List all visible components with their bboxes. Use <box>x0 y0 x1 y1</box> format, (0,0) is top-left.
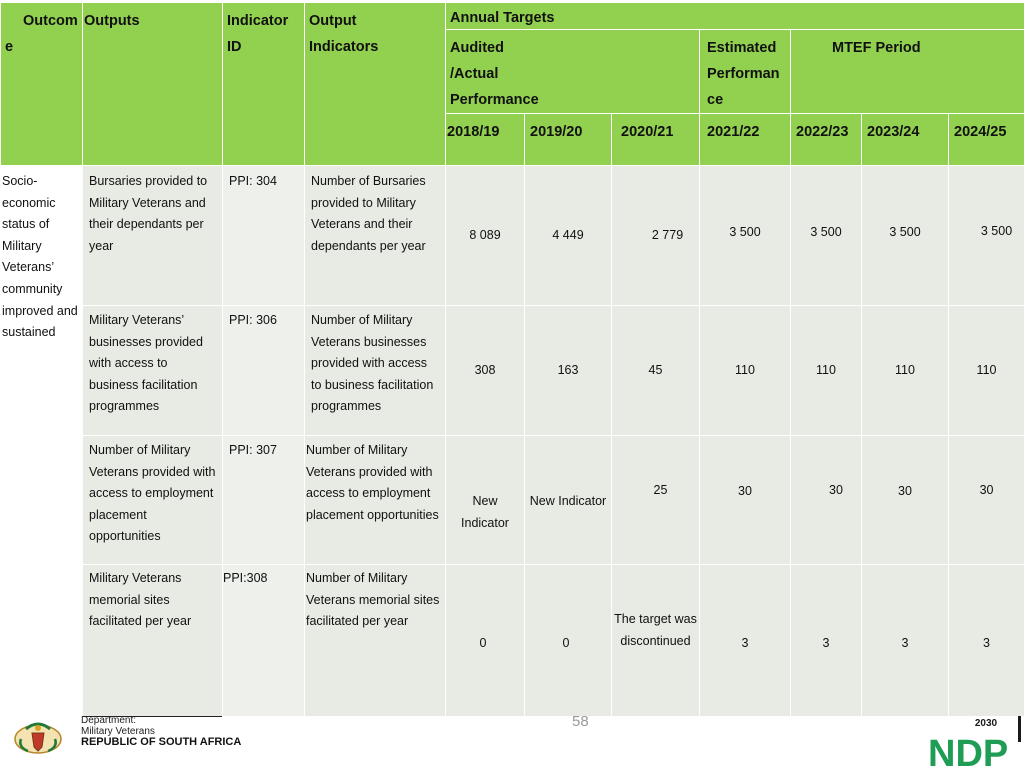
table-row <box>1 565 1024 723</box>
value-2024-25: 3 <box>949 565 1024 723</box>
year-2024-25: 2024/25 <box>949 114 1024 166</box>
ppi-cell: PPI: 304 <box>223 166 305 306</box>
output-cell: Number of Military Veterans provided with access to employment placement opportunities <box>83 436 223 565</box>
value-2020-21: 2 779 <box>612 166 700 306</box>
ndp-text: NDP <box>928 733 1009 768</box>
dept-line-1: Department: <box>81 715 137 726</box>
value-2020-21: 45 <box>612 306 700 436</box>
coat-of-arms-icon <box>12 719 64 755</box>
value-2022-23: 3 <box>791 565 862 723</box>
header-annual-targets: Annual Targets <box>446 3 1024 30</box>
value-2020-21: The target was discontinued <box>612 565 700 723</box>
value-2024-25: 3 500 <box>949 166 1024 306</box>
year-2020-21: 2020/21 <box>612 114 700 166</box>
value-2019-20: New Indicator <box>525 436 612 565</box>
value-2018-19: 308 <box>446 306 525 436</box>
annual-targets-table <box>0 2 1024 723</box>
header-mtef: MTEF Period <box>791 30 1024 114</box>
ppi-cell: PPI: 307 <box>223 436 305 565</box>
output-cell: Military Veterans’ businesses provided with access to business facilitation programmes <box>83 306 223 436</box>
ppi-cell: PPI:308 <box>223 565 305 723</box>
outcome-cell: Socio-economic status of Military Veterans’ community improved and sustained <box>1 166 83 723</box>
indicator-cell: Number of Bursaries provided to Military Veterans and their dependants per year <box>305 166 446 306</box>
header-row-1 <box>1 3 1024 30</box>
value-2023-24: 3 500 <box>862 166 949 306</box>
ndp-year: 2030 <box>974 718 998 729</box>
table-row <box>1 436 1024 565</box>
ndp-logo-icon <box>924 716 1024 768</box>
value-2024-25: 110 <box>949 306 1024 436</box>
value-2021-22: 3 500 <box>700 166 791 306</box>
value-2024-25: 30 <box>949 436 1024 565</box>
indicator-cell: Number of Military Veterans businesses provided with access to business facilitation programmes <box>305 306 446 436</box>
year-2022-23: 2022/23 <box>791 114 862 166</box>
year-2019-20: 2019/20 <box>525 114 612 166</box>
header-outcome: Outcom e <box>1 3 83 166</box>
dept-line-3: REPUBLIC OF SOUTH AFRICA <box>81 736 242 748</box>
page-number: 58 <box>572 713 589 730</box>
value-2022-23: 110 <box>791 306 862 436</box>
value-2022-23: 30 <box>791 436 862 565</box>
indicator-cell: Number of Military Veterans memorial sites facilitated per year <box>305 565 446 723</box>
header-outputs: Outputs <box>83 3 223 166</box>
year-2023-24: 2023/24 <box>862 114 949 166</box>
year-2021-22: 2021/22 <box>700 114 791 166</box>
header-output-indicators: Output Indicators <box>305 3 446 166</box>
header-indicator-id: Indicator ID <box>223 3 305 166</box>
output-cell: Military Veterans memorial sites facilitated per year <box>83 565 223 723</box>
value-2023-24: 110 <box>862 306 949 436</box>
value-2022-23: 3 500 <box>791 166 862 306</box>
header-audited-actual: Audited /Actual Performance <box>446 30 700 114</box>
value-2019-20: 163 <box>525 306 612 436</box>
dept-line-2: Military Veterans <box>81 726 155 737</box>
value-2021-22: 30 <box>700 436 791 565</box>
ppi-cell: PPI: 306 <box>223 306 305 436</box>
table-row <box>1 166 1024 306</box>
year-2018-19: 2018/19 <box>446 114 525 166</box>
value-2018-19: 8 089 <box>446 166 525 306</box>
value-2019-20: 0 <box>525 565 612 723</box>
value-2020-21: 25 <box>612 436 700 565</box>
table-row <box>1 306 1024 436</box>
value-2018-19: 0 <box>446 565 525 723</box>
value-2023-24: 3 <box>862 565 949 723</box>
value-2021-22: 110 <box>700 306 791 436</box>
value-2023-24: 30 <box>862 436 949 565</box>
output-cell: Bursaries provided to Military Veterans and their dependants per year <box>83 166 223 306</box>
value-2021-22: 3 <box>700 565 791 723</box>
indicator-cell: Number of Military Veterans provided with access to employment placement opportunities <box>305 436 446 565</box>
value-2019-20: 4 449 <box>525 166 612 306</box>
value-2018-19: New Indicator <box>446 436 525 565</box>
header-estimated: Estimated Performan ce <box>700 30 791 114</box>
department-label <box>81 715 241 748</box>
